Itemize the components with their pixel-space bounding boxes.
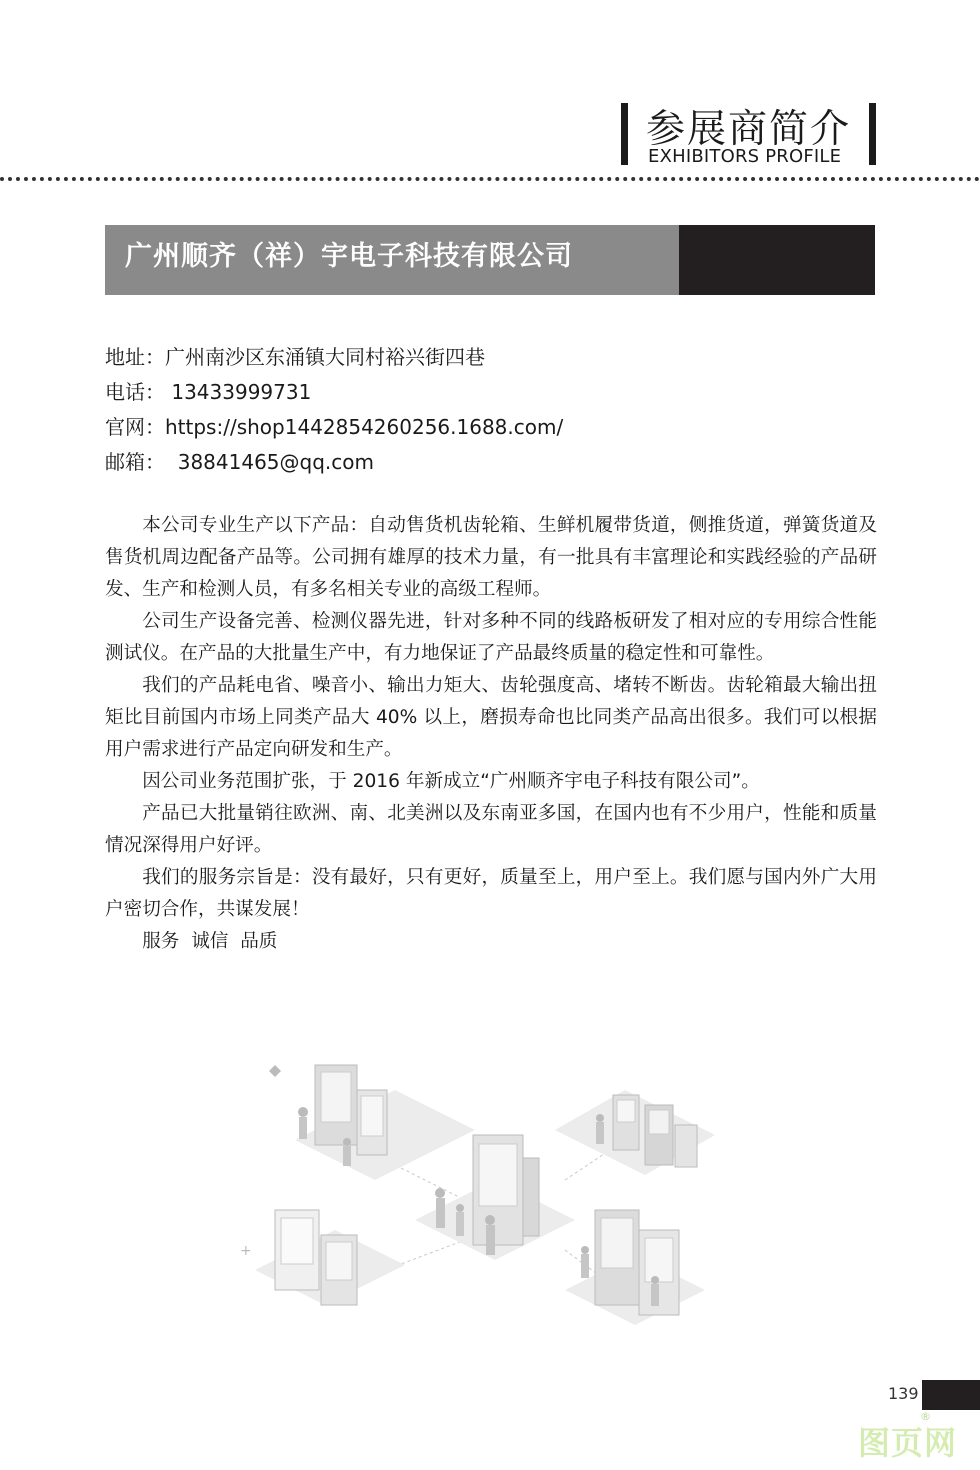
section-title: 参展商简介 [646,107,852,152]
paragraph: 公司生产设备完善、检测仪器先进，针对多种不同的线路板研发了相对应的专用综合性能测试仪。在产品的大批量生产中，有力地保证了产品最终质量的稳定性和可靠性。 [105,611,877,664]
website-row [105,410,563,445]
vending-machine-illustration [235,1050,755,1350]
paragraph: 本公司专业生产以下产品：自动售货机齿轮箱、生鲜机履带货道，侧推货道，弹簧货道及售货机周边配备产品等。公司拥有雄厚的技术力量，有一批具有丰富理论和实践经验的产品研发、生产和检测人员，有多名相关专业的高级工程师。 [105,515,877,600]
watermark-registered-mark: ® [920,1410,931,1423]
header-bar-left [621,103,628,165]
paragraph: 因公司业务范围扩张，于 2016 年新成立“广州顺齐宇电子科技有限公司”。 [142,771,760,792]
email-row [105,445,563,480]
scene-center [415,1135,575,1260]
page-number-block [922,1380,980,1410]
dotted-divider [0,177,980,181]
scene-bottom-right [565,1210,705,1325]
company-name: 广州顺齐（祥）宇电子科技有限公司 [125,241,573,272]
company-banner-accent [679,225,875,295]
section-subtitle: EXHIBITORS PROFILE [648,146,842,167]
company-description [105,510,877,958]
scene-bottom-left [240,1210,405,1305]
email-label: 邮箱： [105,450,165,474]
address-label: 地址： [105,345,165,369]
scene-top-right [555,1090,715,1175]
address-row [105,340,563,375]
phone-value: 13433999731 [165,380,312,404]
company-banner [105,225,875,295]
slogan: 服务 诚信 品质 [142,931,278,952]
address-value: 广州南沙区东涌镇大同村裕兴街四巷 [165,345,485,369]
svg-text:+: + [240,1243,252,1259]
watermark-text: 图页网 [858,1424,958,1462]
header-bar-right [869,103,876,165]
phone-label: 电话： [105,380,165,404]
paragraph: 我们的产品耗电省、噪音小、输出力矩大、齿轮强度高、堵转不断齿。齿轮箱最大输出扭矩比目前国内市场上同类产品大 40% 以上，磨损寿命也比同类产品高出很多。我们可以根据用户需求进行产品定向研发和生产。 [105,675,877,760]
paragraph: 产品已大批量销往欧洲、南、北美洲以及东南亚多国，在国内也有不少用户，性能和质量情况深得用户好评。 [105,803,877,856]
page-number: 139 [888,1384,919,1403]
website-link[interactable]: https://shop1442854260256.1688.com/ [165,415,564,439]
paragraph: 我们的服务宗旨是：没有最好，只有更好，质量至上，用户至上。我们愿与国内外广大用户密切合作，共谋发展！ [105,867,877,920]
scene-top-left [295,1065,475,1180]
email-value[interactable]: 38841465@qq.com [165,450,374,474]
phone-row [105,375,563,410]
website-label: 官网： [105,415,165,439]
contact-info [105,340,563,480]
